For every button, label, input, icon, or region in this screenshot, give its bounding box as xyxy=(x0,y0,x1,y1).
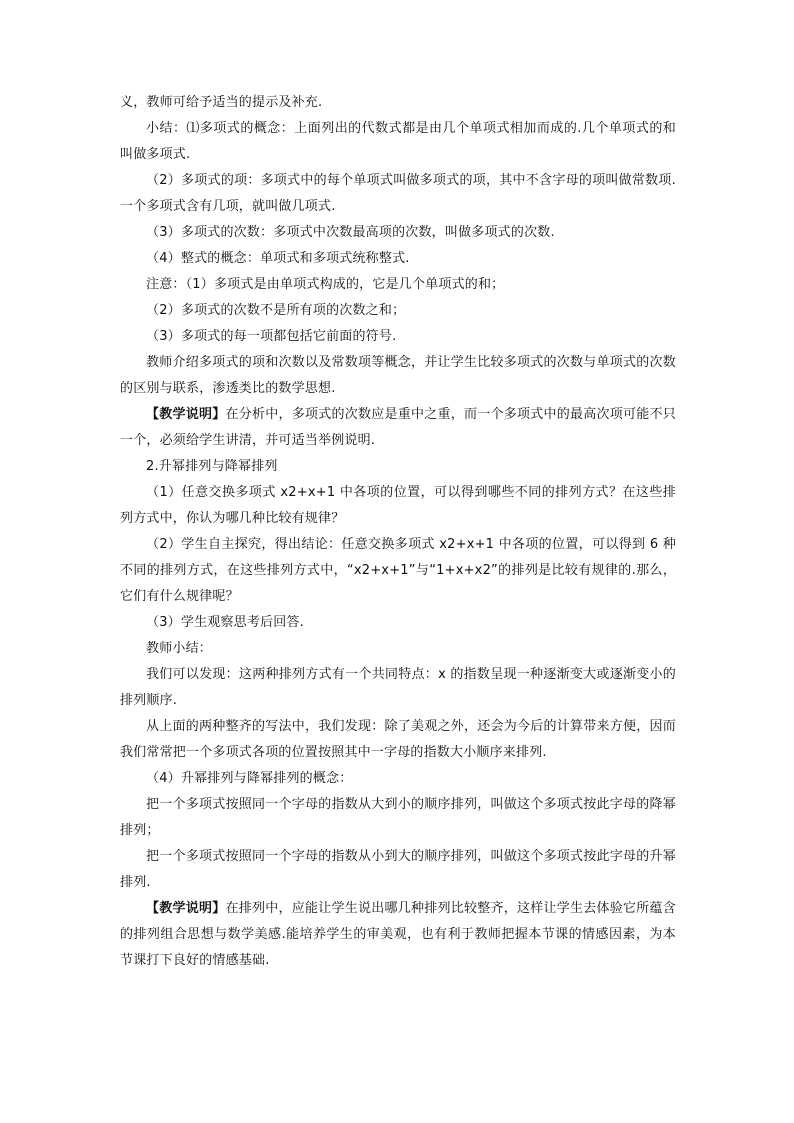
paragraph-discovery: 我们可以发现：这两种排列方式有一个共同特点：x 的指数呈现一种逐渐变大或逐渐变小的排列顺序. xyxy=(120,667,676,708)
paragraph-1: 义，教师可给予适当的提示及补充. xyxy=(120,95,323,110)
teaching-note-text: 在分析中，多项式的次数应是重中之重，而一个多项式中的最高次项可能不只一个，必须给学生讲清，并可适当举例说明. xyxy=(120,407,676,448)
paragraph-writing: 从上面的两种整齐的写法中，我们发现：除了美观之外，还会为今后的计算带来方便，因而我们常常把一个多项式各项的位置按照其中一字母的指数大小顺序来排列. xyxy=(120,719,676,760)
paragraph-concept: （4）升幂排列与降幂排列的概念： xyxy=(146,771,353,786)
paragraph-teaching-note-2 xyxy=(120,896,676,974)
teaching-note-label: 【教学说明】 xyxy=(146,407,226,422)
paragraph-note-3: （3）多项式的每一项都包括它前面的符号. xyxy=(146,329,397,344)
document-page xyxy=(120,90,676,974)
paragraph-teaching-note-1 xyxy=(120,402,676,454)
paragraph-descending: 把一个多项式按照同一个字母的指数从大到小的顺序排列，叫做这个多项式按此字母的降幂排列； xyxy=(120,797,676,838)
paragraph-degree: （3）多项式的次数：多项式中次数最高项的次数，叫做多项式的次数. xyxy=(146,225,555,240)
paragraph-question-3: （3）学生观察思考后回答. xyxy=(146,615,305,630)
paragraph-summary: 小结：⑴多项式的概念：上面列出的代数式都是由几个单项式相加而成的.几个单项式的和叫做多项式. xyxy=(120,121,676,162)
teaching-note-label: 【教学说明】 xyxy=(146,901,226,916)
teaching-note-text: 在排列中，应能让学生说出哪几种排列比较整齐，这样让学生去体验它所蕴含的排列组合思想与数学美感.能培养学生的审美观，也有利于教师把握本节课的情感因素，为本节课打下良好的情感基础. xyxy=(120,901,676,968)
paragraph-note: 注意：（1）多项式是由单项式构成的，它是几个单项式的和； xyxy=(146,277,505,292)
paragraph-teacher-intro: 教师介绍多项式的项和次数以及常数项等概念，并让学生比较多项式的次数与单项式的次数的区别与联系，渗透类比的数学思想. xyxy=(120,355,676,396)
paragraph-note-2: （2）多项式的次数不是所有项的次数之和； xyxy=(146,303,406,318)
paragraph-terms: （2）多项式的项：多项式中的每个单项式叫做多项式的项，其中不含字母的项叫做常数项.一个多项式含有几项，就叫做几项式. xyxy=(120,173,676,214)
paragraph-question-2: （2）学生自主探究，得出结论：任意交换多项式 x2+x+1 中各项的位置，可以得到 6 种不同的排列方式，在这些排列方式中，“x2+x+1”与“1+x+x2”的排列是比较有规律的.那么，它们有什么规律呢？ xyxy=(120,537,676,604)
section-heading: 2.升幂排列与降幂排列 xyxy=(146,459,278,474)
paragraph-teacher-summary: 教师小结： xyxy=(146,641,213,656)
paragraph-integral: （4）整式的概念：单项式和多项式统称整式. xyxy=(146,251,410,266)
paragraph-ascending: 把一个多项式按照同一个字母的指数从小到大的顺序排列，叫做这个多项式按此字母的升幂排列. xyxy=(120,849,676,890)
paragraph-question-1: （1）任意交换多项式 x2+x+1 中各项的位置，可以得到哪些不同的排列方式？在这些排列方式中，你认为哪几种比较有规律？ xyxy=(120,485,676,526)
